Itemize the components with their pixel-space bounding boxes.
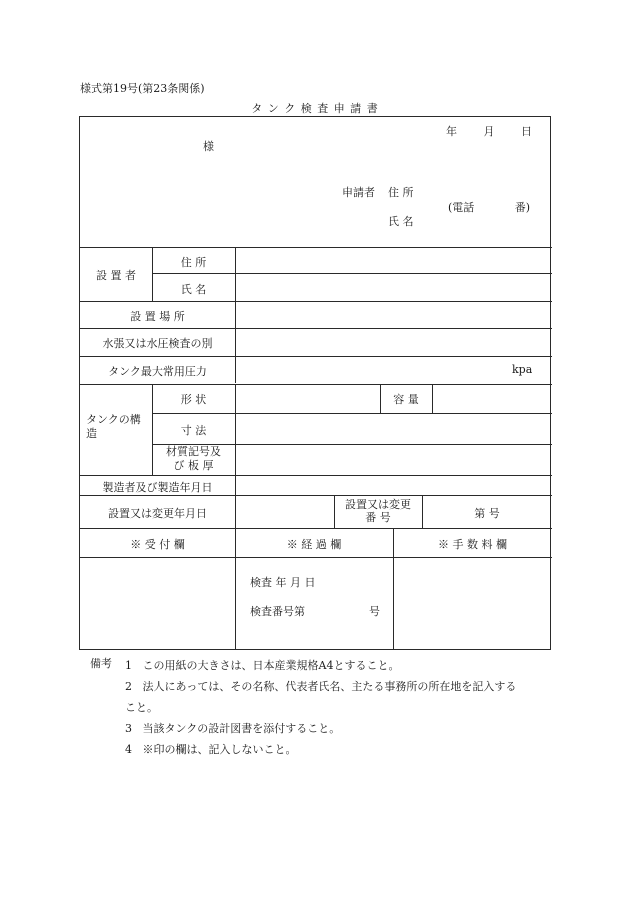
manufacturer-label: 製造者及び製造年月日 xyxy=(102,481,213,494)
permit-number-value: 第 号 xyxy=(474,507,500,520)
applicant-address-label: 住 所 xyxy=(388,186,414,199)
notes-label: 備考 xyxy=(90,657,112,670)
note-item: 3 当該タンクの設計図書を添付すること。 xyxy=(125,722,341,735)
max-pressure-label: タンク最大常用圧力 xyxy=(108,365,207,378)
progress-column-header: ※ 経 過 欄 xyxy=(286,538,342,551)
date-line: 年 月 日 xyxy=(446,125,532,138)
note-item-continuation: こと。 xyxy=(125,701,158,714)
installer-name-label: 氏 名 xyxy=(180,283,207,296)
test-type-label: 水張又は水圧検査の別 xyxy=(102,337,213,350)
shape-label: 形 状 xyxy=(180,393,207,406)
form-number: 様式第19号(第23条関係) xyxy=(80,82,205,95)
page-title: タ ン ク 検 査 申 請 書 xyxy=(251,102,379,115)
application-form-table xyxy=(79,116,551,650)
location-label: 設 置 場 所 xyxy=(130,310,185,323)
permit-number-label: 設置又は変更 番 号 xyxy=(345,498,411,524)
phone-line: (電話 番) xyxy=(448,201,530,214)
capacity-label: 容 量 xyxy=(393,393,419,406)
inspection-date: 検査 年 月 日 xyxy=(250,576,316,589)
notes-list xyxy=(125,655,545,760)
material-label: 材質記号及 び 板 厚 xyxy=(166,445,221,472)
applicant-name-label: 氏 名 xyxy=(388,215,414,228)
structure-label: タンクの構造 xyxy=(86,413,141,440)
install-date-label: 設置又は変更年月日 xyxy=(108,507,207,520)
fee-column-header: ※ 手 数 料 欄 xyxy=(438,538,507,551)
note-item: 4 ※印の欄は、記入しないこと。 xyxy=(125,743,297,756)
note-item: 1 この用紙の大きさは、日本産業規格A4とすること。 xyxy=(125,659,400,672)
applicant-label: 申請者 xyxy=(342,186,375,199)
installer-label: 設 置 者 xyxy=(96,269,136,282)
addressee-suffix: 様 xyxy=(203,140,214,153)
reception-column-header: ※ 受 付 欄 xyxy=(130,538,185,551)
pressure-unit: kpa xyxy=(512,363,533,376)
dimensions-label: 寸 法 xyxy=(180,424,207,437)
inspection-number-suffix: 号 xyxy=(369,605,380,618)
inspection-number-prefix: 検査番号第 xyxy=(250,605,305,618)
note-item: 2 法人にあっては、その名称、代表者氏名、主たる事務所の所在地を記入する xyxy=(125,680,517,693)
installer-address-label: 住 所 xyxy=(180,256,207,269)
